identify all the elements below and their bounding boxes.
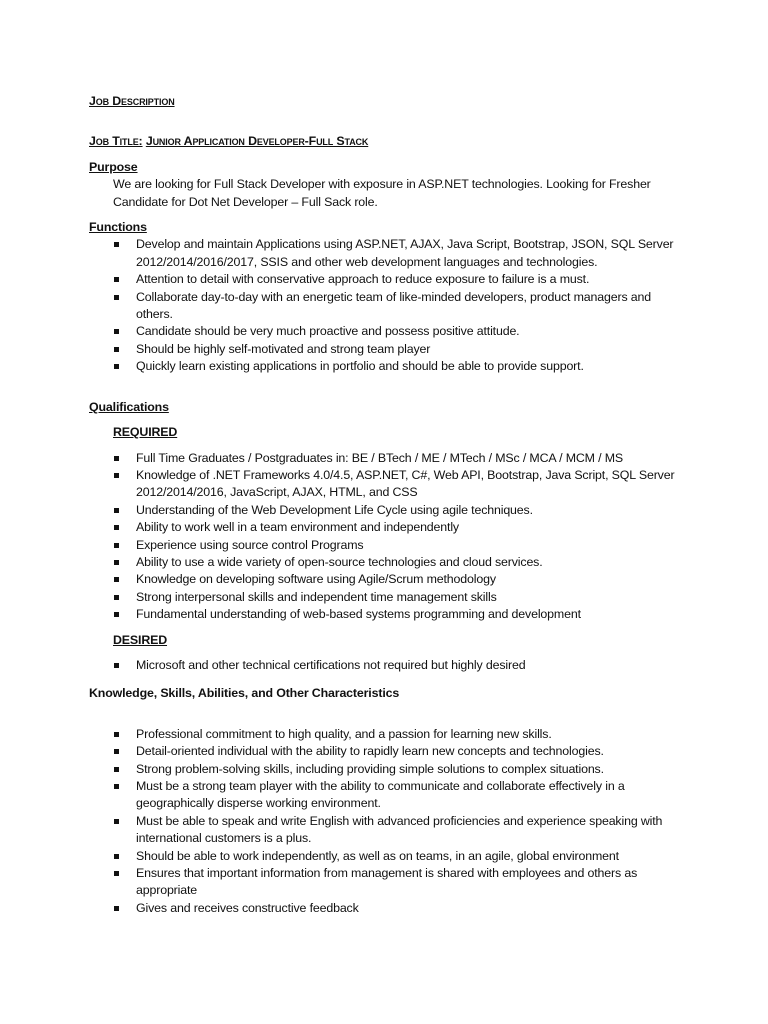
document-body — [89, 93, 679, 917]
job-title-line — [89, 133, 679, 150]
ksao-list — [89, 726, 679, 917]
list-item: Develop and maintain Applications using ASP.NET, AJAX, Java Script, Bootstrap, JSON, SQL Server 2012/2014/2016/2017, SSIS and other web development languages and technologies. — [89, 236, 679, 271]
list-item: Should be highly self-motivated and strong team player — [89, 341, 679, 358]
purpose-text: We are looking for Full Stack Developer with exposure in ASP.NET technologies. Looking for Fresher Candidate for Dot Net Developer – Full Sack role. — [113, 177, 651, 209]
list-item: Experience using source control Programs — [89, 537, 679, 554]
functions-heading: Functions — [89, 220, 147, 235]
list-item: Strong problem-solving skills, including providing simple solutions to complex situations. — [89, 761, 679, 778]
list-item: Collaborate day-to-day with an energetic team of like-minded developers, product managers and others. — [89, 289, 679, 324]
list-item: Microsoft and other technical certifications not required but highly desired — [89, 657, 679, 674]
list-item: Should be able to work independently, as well as on teams, in an agile, global environment — [89, 848, 679, 865]
list-item: Detail-oriented individual with the ability to rapidly learn new concepts and technologies. — [89, 743, 679, 760]
required-list — [89, 450, 679, 624]
list-item: Fundamental understanding of web-based systems programming and development — [89, 606, 679, 623]
functions-list — [89, 236, 679, 375]
list-item: Full Time Graduates / Postgraduates in: BE / BTech / ME / MTech / MSc / MCA / MCM / MS — [89, 450, 679, 467]
list-item: Strong interpersonal skills and independent time management skills — [89, 589, 679, 606]
list-item: Ability to use a wide variety of open-source technologies and cloud services. — [89, 554, 679, 571]
list-item: Must be able to speak and write English with advanced proficiencies and experience speaking with international customers is a plus. — [89, 813, 679, 848]
list-item: Ensures that important information from management is shared with employees and others as appropriate — [89, 865, 679, 900]
ksao-heading: Knowledge, Skills, Abilities, and Other Characteristics — [89, 686, 400, 701]
list-item: Candidate should be very much proactive and possess positive attitude. — [89, 323, 679, 340]
list-item: Gives and receives constructive feedback — [89, 900, 679, 917]
list-item: Attention to detail with conservative approach to reduce exposure to failure is a must. — [89, 271, 679, 288]
list-item: Professional commitment to high quality, and a passion for learning new skills. — [89, 726, 679, 743]
list-item: Quickly learn existing applications in portfolio and should be able to provide support. — [89, 358, 679, 375]
required-heading: REQUIRED — [113, 425, 178, 440]
qualifications-heading: Qualifications — [89, 399, 169, 414]
list-item: Knowledge on developing software using Agile/Scrum methodology — [89, 571, 679, 588]
job-description-heading: Job Description — [89, 94, 175, 108]
list-item: Must be a strong team player with the ability to communicate and collaborate effectively in a geographically disperse working environment. — [89, 778, 679, 813]
list-item: Knowledge of .NET Frameworks 4.0/4.5, ASP.NET, C#, Web API, Bootstrap, Java Script, SQL Server 2012/2014/2016, JavaScript, AJAX, HTML, and CSS — [89, 467, 679, 502]
desired-heading: DESIRED — [113, 632, 168, 647]
job-title-label: Job Title: — [89, 134, 143, 149]
job-title-value: Junior Application Developer-Full Stack — [145, 134, 369, 149]
list-item: Ability to work well in a team environment and independently — [89, 519, 679, 536]
list-item: Understanding of the Web Development Life Cycle using agile techniques. — [89, 502, 679, 519]
purpose-heading: Purpose — [89, 159, 138, 174]
desired-list — [89, 657, 679, 674]
